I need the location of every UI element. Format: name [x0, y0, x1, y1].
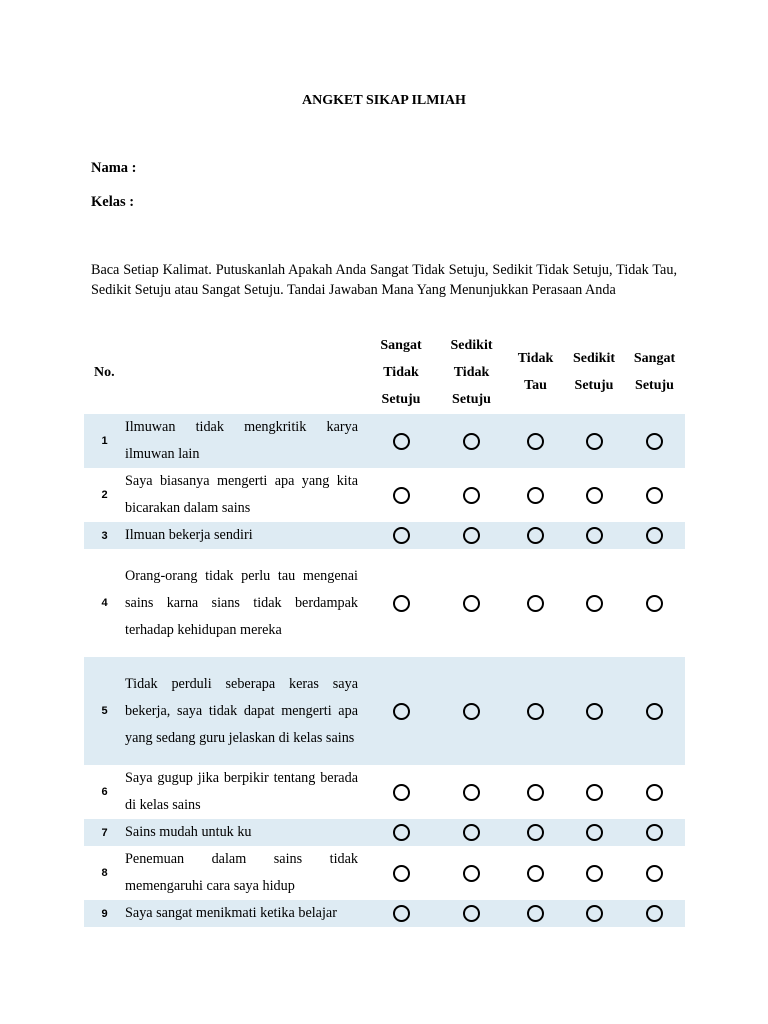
radio-circle-icon[interactable] [527, 703, 544, 720]
option-cell [624, 657, 685, 765]
row-number: 4 [101, 597, 108, 609]
option-cell [436, 846, 507, 900]
radio-circle-icon[interactable] [527, 595, 544, 612]
row-number: 2 [101, 489, 108, 501]
option-cell [507, 414, 564, 468]
kelas-label: Kelas : [91, 194, 135, 210]
table-row [84, 900, 685, 927]
radio-circle-icon[interactable] [646, 905, 663, 922]
radio-circle-icon[interactable] [586, 865, 603, 882]
radio-circle-icon[interactable] [646, 527, 663, 544]
header-option-word: Setuju [452, 391, 491, 407]
header-option [366, 330, 436, 414]
header-option [564, 330, 624, 414]
option-cell [624, 414, 685, 468]
option-cell [564, 549, 624, 657]
header-statement [125, 330, 366, 414]
header-option-word: Setuju [635, 378, 674, 393]
radio-circle-icon[interactable] [527, 865, 544, 882]
radio-circle-icon[interactable] [463, 865, 480, 882]
statement-text: Sains mudah untuk ku [125, 819, 366, 846]
option-cell [624, 819, 685, 846]
radio-circle-icon[interactable] [393, 784, 410, 801]
header-option-word: Sangat [380, 337, 422, 353]
option-cell [564, 846, 624, 900]
table-row [84, 468, 685, 522]
option-cell [507, 900, 564, 927]
table-row [84, 846, 685, 900]
radio-circle-icon[interactable] [586, 595, 603, 612]
option-cell [436, 900, 507, 927]
radio-circle-icon[interactable] [463, 703, 480, 720]
header-no: No. [94, 364, 115, 380]
option-cell [436, 657, 507, 765]
radio-circle-icon[interactable] [527, 905, 544, 922]
header-option [507, 330, 564, 414]
radio-circle-icon[interactable] [527, 527, 544, 544]
radio-circle-icon[interactable] [586, 527, 603, 544]
option-cell [366, 549, 436, 657]
radio-circle-icon[interactable] [463, 905, 480, 922]
radio-circle-icon[interactable] [393, 433, 410, 450]
statement-text: Ilmuan bekerja sendiri [125, 522, 366, 549]
header-option-word: Tidak [453, 364, 490, 380]
table-row [84, 414, 685, 468]
header-option-word: Sedikit [450, 337, 493, 353]
table-row [84, 549, 685, 657]
option-cell [366, 819, 436, 846]
radio-circle-icon[interactable] [393, 487, 410, 504]
radio-circle-icon[interactable] [527, 824, 544, 841]
radio-circle-icon[interactable] [463, 433, 480, 450]
header-option-word: Sangat [633, 351, 676, 366]
row-number: 7 [84, 819, 125, 846]
header-option [624, 330, 685, 414]
radio-circle-icon[interactable] [646, 865, 663, 882]
row-number: 5 [84, 657, 125, 765]
option-cell [366, 414, 436, 468]
option-cell [507, 846, 564, 900]
option-cell [564, 468, 624, 522]
option-cell [366, 522, 436, 549]
radio-circle-icon[interactable] [463, 784, 480, 801]
option-cell [507, 819, 564, 846]
radio-circle-icon[interactable] [393, 595, 410, 612]
radio-circle-icon[interactable] [393, 905, 410, 922]
page-title: ANGKET SIKAP ILMIAH [302, 93, 466, 108]
option-cell [366, 846, 436, 900]
radio-circle-icon[interactable] [393, 865, 410, 882]
option-cell [366, 657, 436, 765]
radio-circle-icon[interactable] [527, 784, 544, 801]
option-cell [624, 846, 685, 900]
row-number: 9 [84, 900, 125, 927]
option-cell [436, 468, 507, 522]
radio-circle-icon[interactable] [393, 824, 410, 841]
questionnaire-table [84, 330, 685, 927]
radio-circle-icon[interactable] [646, 784, 663, 801]
table-header-row [84, 330, 685, 414]
option-cell [507, 765, 564, 819]
row-number: 8 [101, 867, 108, 879]
statement-text: Orang-orang tidak perlu tau mengenai sains karna sians tidak berdampak terhadap kehidupan mereka [125, 567, 358, 638]
instructions: Baca Setiap Kalimat. Putuskanlah Apakah Anda Sangat Tidak Setuju, Sedikit Tidak Setuju, Tidak Tau, Sedikit Setuju atau Sangat Setuju. Tandai Jawaban Mana Yang Menunjukkan Perasaan Anda [91, 262, 677, 298]
header-option-word: Sedikit [572, 351, 615, 366]
option-cell [624, 468, 685, 522]
radio-circle-icon[interactable] [586, 487, 603, 504]
header-option-word: Tidak [383, 364, 419, 380]
option-cell [436, 414, 507, 468]
table-row [84, 765, 685, 819]
option-cell [564, 657, 624, 765]
radio-circle-icon[interactable] [586, 703, 603, 720]
statement-text: Penemuan dalam sains tidak memengaruhi cara saya hidup [125, 851, 358, 894]
option-cell [366, 900, 436, 927]
statement-text: Saya biasanya mengerti apa yang kita bicarakan dalam sains [125, 473, 358, 516]
header-option-word: Setuju [574, 378, 614, 393]
statement-text: Saya gugup jika berpikir tentang berada di kelas sains [125, 770, 358, 813]
radio-circle-icon[interactable] [463, 595, 480, 612]
option-cell [624, 549, 685, 657]
option-cell [507, 657, 564, 765]
radio-circle-icon[interactable] [527, 433, 544, 450]
radio-circle-icon[interactable] [586, 784, 603, 801]
option-cell [564, 414, 624, 468]
radio-circle-icon[interactable] [586, 905, 603, 922]
radio-circle-icon[interactable] [393, 703, 410, 720]
table-row [84, 657, 685, 765]
nama-label: Nama : [91, 160, 137, 176]
row-number: 1 [84, 414, 125, 468]
row-number: 6 [101, 786, 108, 798]
radio-circle-icon[interactable] [463, 824, 480, 841]
option-cell [624, 522, 685, 549]
option-cell [436, 522, 507, 549]
radio-circle-icon[interactable] [646, 703, 663, 720]
row-number: 3 [84, 522, 125, 549]
header-option-word: Tau [524, 378, 547, 393]
radio-circle-icon[interactable] [586, 824, 603, 841]
option-cell [507, 549, 564, 657]
option-cell [507, 468, 564, 522]
option-cell [564, 765, 624, 819]
radio-circle-icon[interactable] [586, 433, 603, 450]
radio-circle-icon[interactable] [646, 487, 663, 504]
option-cell [624, 900, 685, 927]
radio-circle-icon[interactable] [463, 527, 480, 544]
table-row [84, 522, 685, 549]
radio-circle-icon[interactable] [393, 527, 410, 544]
option-cell [564, 900, 624, 927]
header-option [436, 330, 507, 414]
statement-text: Ilmuwan tidak mengkritik karya ilmuwan lain [125, 414, 366, 468]
radio-circle-icon[interactable] [646, 595, 663, 612]
header-option-word: Setuju [381, 391, 421, 407]
radio-circle-icon[interactable] [463, 487, 480, 504]
statement-text: Tidak perduli seberapa keras saya bekerja, saya tidak dapat mengerti apa yang sedang guru jelaskan di kelas sains [125, 657, 366, 765]
statement-text: Saya sangat menikmati ketika belajar [125, 900, 366, 927]
option-cell [507, 522, 564, 549]
header-option-word: Tidak [517, 351, 554, 366]
option-cell [564, 522, 624, 549]
option-cell [564, 819, 624, 846]
option-cell [366, 468, 436, 522]
radio-circle-icon[interactable] [527, 487, 544, 504]
option-cell [436, 765, 507, 819]
option-cell [436, 549, 507, 657]
table-row [84, 819, 685, 846]
option-cell [624, 765, 685, 819]
option-cell [366, 765, 436, 819]
radio-circle-icon[interactable] [646, 824, 663, 841]
radio-circle-icon[interactable] [646, 433, 663, 450]
option-cell [436, 819, 507, 846]
